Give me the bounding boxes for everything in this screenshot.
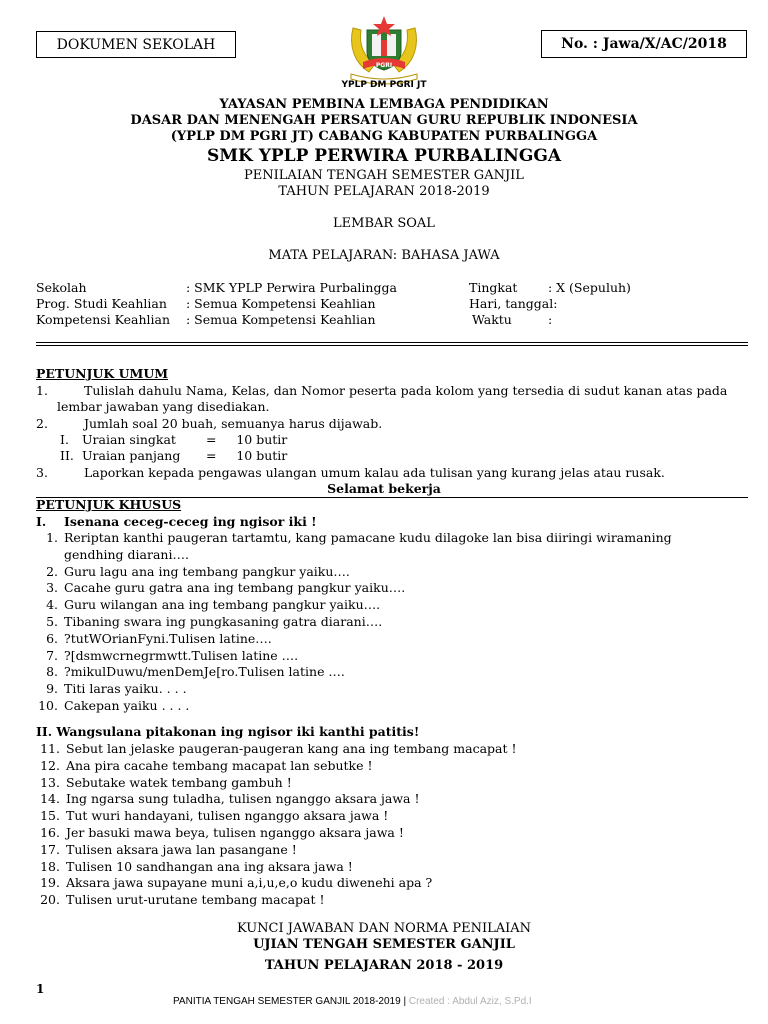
question-text: Tulisen aksara jawa lan pasangane ! <box>66 841 297 857</box>
question-item <box>38 664 345 679</box>
question-text: Guru lagu ana ing tembang pangkur yaiku…. <box>64 563 350 579</box>
question-number: 14. <box>40 791 60 807</box>
logo-caption: YPLP DM PGRI JT <box>341 80 427 90</box>
general-sub-2-value: = 10 butir <box>206 448 288 463</box>
org-line-3: (YPLP DM PGRI JT) CABANG KABUPATEN PURBALINGGA <box>170 129 598 144</box>
org-line-1: YAYASAN PEMBINA LEMBAGA PENDIDIKAN <box>219 97 549 112</box>
question-item <box>38 547 189 562</box>
question-number: 11. <box>40 741 60 756</box>
question-item <box>38 631 272 646</box>
question-item <box>38 648 298 663</box>
info-label-school: Sekolah <box>36 280 87 295</box>
general-sub-1-label: Uraian singkat <box>82 432 176 447</box>
question-text: Ing ngarsa sung tuladha, tulisen nganggo aksara jawa ! <box>66 791 420 807</box>
question-text: Tibaning swara ing pungkasaning gatra diarani…. <box>64 614 383 629</box>
question-text: Tut wuri handayani, tulisen nganggo aksara jawa ! <box>66 808 389 824</box>
answer-key-line-2: UJIAN TENGAH SEMESTER GANJIL <box>253 937 515 952</box>
exam-title: PENILAIAN TENGAH SEMESTER GANJIL <box>244 168 524 183</box>
question-item <box>36 808 388 823</box>
section-1-title: Isenana ceceg-ceceg ing ngisor iki ! <box>64 514 317 529</box>
greeting: Selamat bekerja <box>327 481 441 496</box>
general-instructions-title: PETUNJUK UMUM <box>36 366 169 381</box>
question-text: Cakepan yaiku . . . . <box>64 698 190 713</box>
subject-title: MATA PELAJARAN: BAHASA JAWA <box>268 248 500 263</box>
answer-key-line-1: KUNCI JAWABAN DAN NORMA PENILAIAN <box>236 921 532 936</box>
general-sub-1-num: I. <box>60 432 69 447</box>
org-line-2: DASAR DAN MENENGAH PERSATUAN GURU REPUBLIK INDONESIA <box>130 113 638 128</box>
info-label-date: Hari, tanggal: <box>469 296 558 311</box>
question-item <box>36 775 292 790</box>
info-value-grade: : X (Sepuluh) <box>548 280 631 295</box>
question-number: 7. <box>46 647 58 663</box>
question-text: ?[dsmwcrnegrmwtt.Tulisen latine …. <box>64 647 299 663</box>
question-number: 1. <box>46 530 58 545</box>
question-number: 8. <box>46 664 58 680</box>
page-number: 1 <box>36 982 45 996</box>
footer <box>173 996 532 1007</box>
question-item <box>38 698 189 713</box>
document-label: DOKUMEN SEKOLAH <box>56 36 216 53</box>
question-number: 9. <box>46 681 58 697</box>
footer-text: PANITIA TENGAH SEMESTER GANJIL 2018-2019 | <box>173 996 407 1007</box>
section-2-title: II. Wangsulana pitakonan ing ngisor iki kanthi patitis! <box>36 724 420 739</box>
question-text: Reriptan kanthi paugeran tartamtu, kang pamacane kudu dilagoke lan bisa diiringi wiramaning <box>64 530 672 545</box>
question-item <box>38 681 187 696</box>
question-item <box>36 859 353 874</box>
school-title: SMK YPLP PERWIRA PURBALINGGA <box>206 146 562 166</box>
general-item-2-num: 2. <box>36 416 48 431</box>
general-sub-2-label: Uraian panjang <box>82 448 181 463</box>
question-number: 2. <box>46 563 58 579</box>
question-text: ?tutWOrianFyni.Tulisen latine…. <box>64 630 272 646</box>
info-value-program: : Semua Kompetensi Keahlian <box>186 296 376 311</box>
general-item-3-text: Laporkan kepada pengawas ulangan umum kalau ada tulisan yang kurang jelas atau rusak. <box>84 465 665 480</box>
question-text: Sebutake watek tembang gambuh ! <box>66 774 292 790</box>
general-item-3-num: 3. <box>36 465 48 480</box>
question-item <box>36 741 517 756</box>
question-number: 5. <box>46 614 58 629</box>
document-number: No. : Jawa/X/AC/2018 <box>561 36 727 52</box>
question-item <box>36 875 432 890</box>
info-label-competence: Kompetensi Keahlian <box>36 312 171 327</box>
question-number: 10. <box>38 698 58 713</box>
question-number: 12. <box>40 757 60 773</box>
info-value-school: : SMK YPLP Perwira Purbalingga <box>186 280 397 295</box>
document-number-box <box>541 30 747 58</box>
question-item <box>38 597 380 612</box>
year-title: TAHUN PELAJARAN 2018-2019 <box>278 184 490 199</box>
answer-key-line-3: TAHUN PELAJARAN 2018 - 2019 <box>264 958 504 973</box>
info-label-time: Waktu <box>472 312 512 327</box>
question-text: Jer basuki mawa beya, tulisen nganggo aksara jawa ! <box>66 825 404 840</box>
question-number: 20. <box>40 892 60 908</box>
question-text: Cacahe guru gatra ana ing tembang pangkur yaiku…. <box>64 580 406 596</box>
footer-created: Created : Abdul Aziz, S.Pd.I <box>408 996 532 1007</box>
question-item <box>36 892 325 907</box>
question-text: Guru wilangan ana ing tembang pangkur yaiku…. <box>64 597 381 613</box>
divider-top-2 <box>36 345 748 346</box>
document-label-box <box>36 31 236 58</box>
question-number: 13. <box>40 774 60 790</box>
question-item <box>36 758 373 773</box>
question-text: gendhing diarani…. <box>64 546 189 562</box>
logo-ribbon-text: PGRI <box>375 62 393 69</box>
info-value-competence: : Semua Kompetensi Keahlian <box>186 312 376 327</box>
question-number: 3. <box>46 580 58 596</box>
general-sub-2-num: II. <box>60 448 74 463</box>
question-number: 17. <box>40 841 60 857</box>
section-1-num: I. <box>36 514 47 529</box>
question-item <box>38 580 405 595</box>
divider-top <box>36 342 748 343</box>
question-item <box>36 825 404 840</box>
question-text: Tulisen urut-urutane tembang macapat ! <box>66 892 325 908</box>
info-label-program: Prog. Studi Keahlian <box>36 296 167 311</box>
sheet-title: LEMBAR SOAL <box>333 216 435 231</box>
question-item <box>38 564 350 579</box>
question-text: Titi laras yaiku. . . . <box>64 681 187 697</box>
info-value-time: : <box>548 312 553 327</box>
general-item-1-line2: lembar jawaban yang disediakan. <box>57 399 270 414</box>
special-instructions-title: PETUNJUK KHUSUS <box>36 497 182 512</box>
question-text: Aksara jawa supayane muni a,i,u,e,o kudu diwenehi apa ? <box>66 875 433 891</box>
question-number: 19. <box>40 875 60 891</box>
question-text: Ana pira cacahe tembang macapat lan sebutke ! <box>66 757 373 773</box>
question-text: Tulisen 10 sandhangan ana ing aksara jawa ! <box>66 858 353 874</box>
question-text: ?mikulDuwu/menDemJe[ro.Tulisen latine …. <box>64 664 345 680</box>
question-number: 15. <box>40 808 60 824</box>
question-number: 6. <box>46 630 58 646</box>
question-item <box>36 791 420 806</box>
info-label-grade: Tingkat <box>469 280 518 295</box>
question-number: 18. <box>40 858 60 874</box>
general-item-1-line1: Tulislah dahulu Nama, Kelas, dan Nomor peserta pada kolom yang tersedia di sudut kanan atas pada <box>84 383 728 398</box>
question-text: Sebut lan jelaske paugeran-paugeran kang ana ing tembang macapat ! <box>66 741 517 756</box>
general-item-1-num: 1. <box>36 383 48 398</box>
question-number: 16. <box>40 825 60 840</box>
question-item <box>36 842 297 857</box>
question-number: 4. <box>46 597 58 613</box>
general-sub-1-value: = 10 butir <box>206 432 288 447</box>
general-item-2-text: Jumlah soal 20 buah, semuanya harus dijawab. <box>84 416 383 431</box>
question-item <box>38 530 672 545</box>
question-item <box>38 614 382 629</box>
